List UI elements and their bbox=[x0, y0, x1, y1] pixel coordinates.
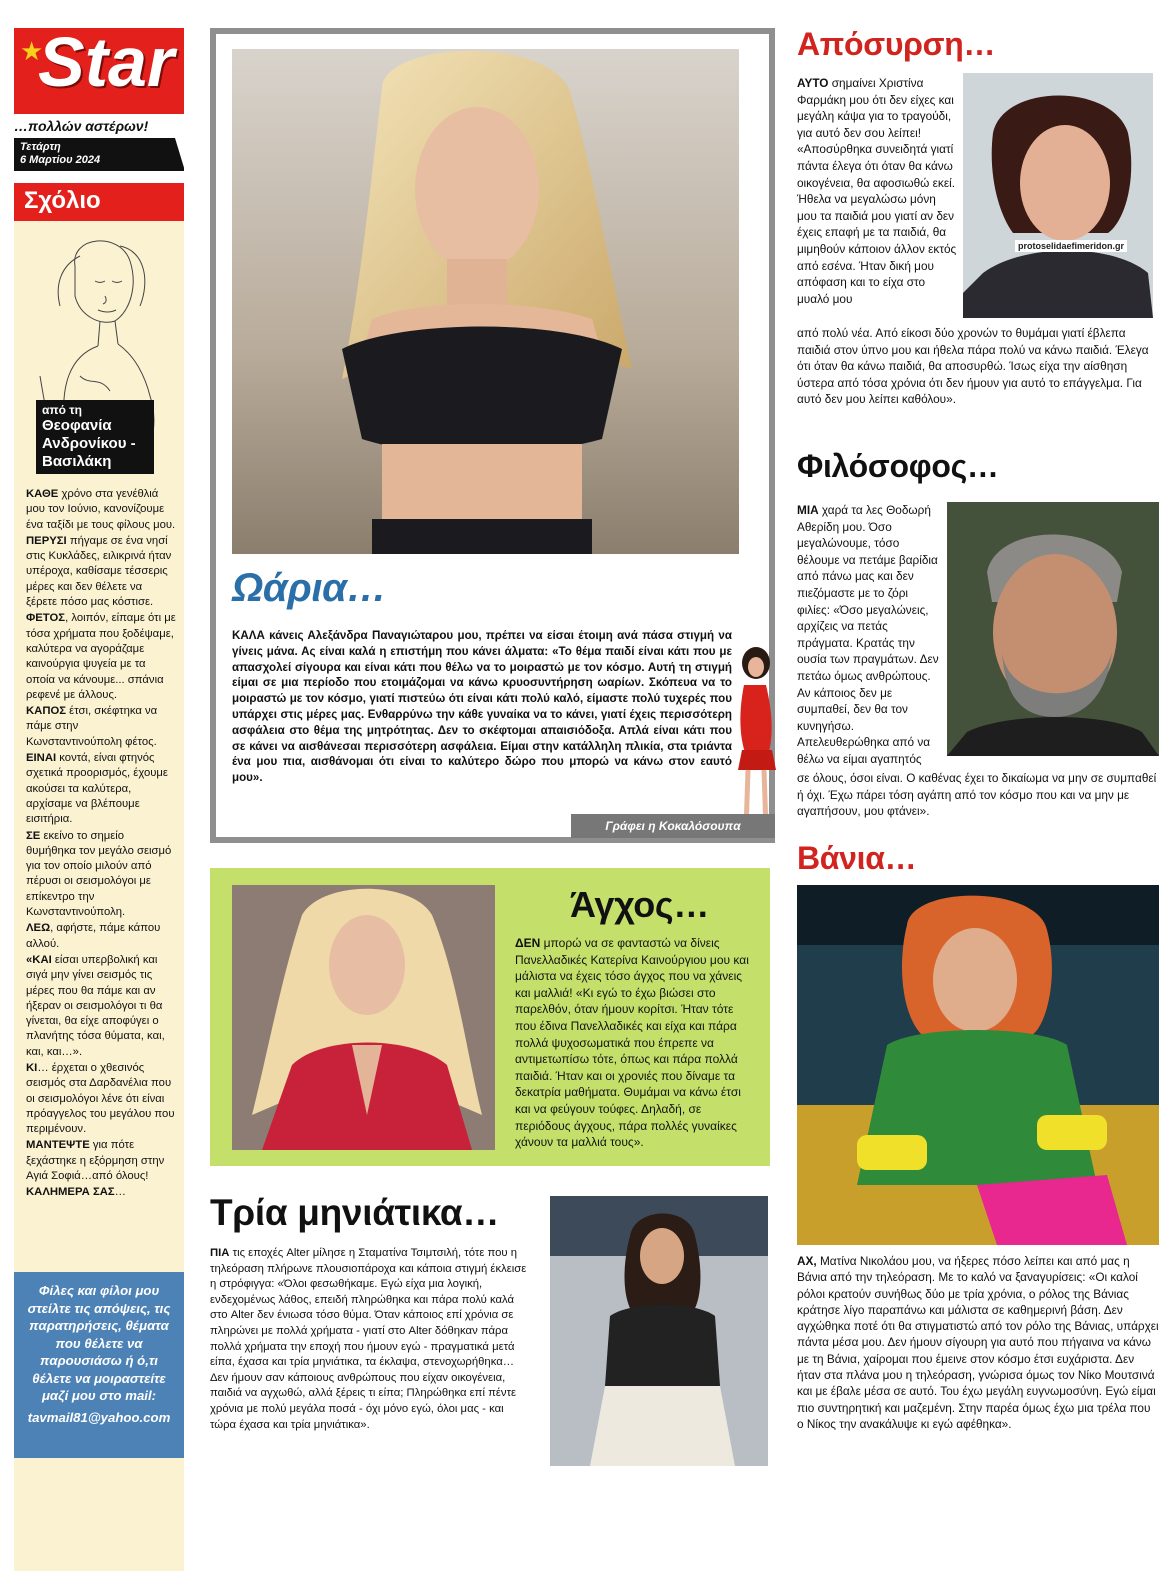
comment-paragraph bbox=[26, 704, 176, 750]
issue-day: Τετάρτη bbox=[20, 141, 61, 153]
comment-paragraph bbox=[26, 611, 176, 703]
vania-title: Βάνια… bbox=[797, 840, 917, 876]
vania-body: Ματίνα Νικολάου μου, να ήξερες πόσο λείπει και από μας η Βάνια από την τηλεόραση. Με το καλό να ξαναγυρίσεις: «Οι καλοί ρόλοι κρατούν συνήθως δύο με τρία χρόνια, ο ρόλος της Βάνιας κράτησε λίγο παραπάνω και μάλιστα σε καθημερινή βάση. Δεν αγχώθηκα ποτέ ότι θα στιγματιστώ από τον ρόλο της Βάνιας, υπάρχει πάντα μέσα μου. Δεν ήμουν σίγουρη για αυτό που πήγαινα να κάνω με τη Βάνια, χαίρομαι που έμεινε στον κόσμο έτσι ευχάριστα. Δεν ήταν στα πλάνα μου η τηλεόραση, γνώρισα όμως τον Νίκο Μουτσινά και με έβαλε μέσα σε αυτό. Του έχω μεγάλη ευγνωμοσύνη. Εγώ είμαι πιο συντηρητική και μαζεμένη. Στην παρέα όμως έχω μια τρέλα που ο Νίκος την ανακάλυψε κι εγώ αφέθηκα». bbox=[797, 1254, 1159, 1431]
comment-paragraph-body: … bbox=[114, 1186, 126, 1199]
comment-paragraph-body: είσαι υπερβολική και σιγά μην γίνει σεισμός τις μέρες που θα πάμε και αν ήξεραν οι σεισμολόγοι τι θα γίνεται, θα είχε αποφύγει ο πλανήτης τόσα θύματα, και, και, και…». bbox=[26, 953, 165, 1058]
star-logo bbox=[14, 23, 184, 114]
comment-paragraph-body: για πότε ξεχάστηκε η εξόρμηση στην Αγιά Σοφιά…από όλους! bbox=[26, 1139, 165, 1183]
comment-paragraph-body: έτσι, σκέφτηκα να πάμε στην Κωνσταντινούπολη φέτος. bbox=[26, 705, 158, 748]
agxos-title: Άγχος… bbox=[570, 884, 710, 925]
feature-text bbox=[232, 628, 732, 786]
mail-box-text: Φίλες και φίλοι μου στείλτε τις απόψεις, τις παρατηρήσεις, θέματα που θέλετε να παρουσιάσω ή ό,τι θέλετε να μοιραστείτε μαζί μου στο mail: bbox=[27, 1283, 171, 1403]
comment-paragraph-lead: ΦΕΤΟΣ bbox=[26, 612, 66, 625]
comment-paragraph-lead: «ΚΑΙ bbox=[26, 953, 52, 966]
issue-date: 6 Μαρτίου 2024 bbox=[20, 154, 101, 166]
filosofos-title: Φιλόσοφος… bbox=[797, 448, 999, 484]
section-label-comment: Σχόλιο bbox=[14, 183, 184, 221]
comment-paragraph bbox=[26, 534, 176, 610]
byline-name: Θεοφανία Ανδρονίκου - Βασιλάκη bbox=[42, 417, 136, 470]
vania-photo bbox=[797, 885, 1159, 1245]
date-bar bbox=[14, 138, 184, 171]
vania-text bbox=[797, 1253, 1159, 1432]
feature-body: κάνεις Αλεξάνδρα Παναγιώταρου μου, πρέπει να είσαι έτοιμη ανά πάσα στιγμή να γίνεις μάνα. Ας είναι καλά η επιστήμη που κάνει άλματα: «Το θέμα παιδί είναι κάτι που με απασχολεί σίγουρα και είναι κάτι που θέλω να το μοιραστώ με τον κόσμο. Αυτή τη στιγμή είμαι σε μια περίοδο που ετοιμάζομαι να κάνω κρυοσυντήρηση ωαρίων. Σκόπευα να το μοιραστώ με τον κόσμο, γιατί πιστεύω ότι είναι κάτι πολύ καλό, είμαστε πολύ τυχερές που υπάρχει στις μέρες μας. Ενθαρρύνω την κάθε γυναίκα να το κάνει, γιατί έχεις περισσότερη ασφάλεια στο θέμα της μητρότητας. Δεν το σκέφτομαι απαισιόδοξα. Απλά είναι κάτι που σε κάνει να αισθάνεσαι περισσότερη ασφάλεια. Είμαι στην κατάλληλη πλικία, στα τριάντα ένα μου πια, αισθάνομαι ότι είναι το καλύτερο δώρο που μπορώ να κάνω στον εαυτό μου». bbox=[232, 629, 732, 785]
comment-paragraph-lead: ΚΑΠΟΣ bbox=[26, 705, 67, 718]
tria-body: τις εποχές Alter μίλησε η Σταματίνα Τσιμτσιλή, τότε που η τηλεόραση πλήρωνε πλουσιοπάροχα και κάποια στιγμή έκλεισε η στρόφιγγα: «Όλοι φεσωθήκαμε. Εγώ είχα μια λογική, ενδεχομένως λάθος, επειδή πληρώθηκα και πάρα πολύ καλά στο Alter δεν ένιωσα τόσο θύμα. Όταν κάποιος επί χρόνια σε πληρώνει με πολλά χρήματα - γιατί στο Alter δόθηκαν πάρα πολλά χρήματα την εποχή που ήμουν εγώ - πραγματικά μετά είπα, έχασα και τρία μηνιάτικα, τα έκλαψα, στενοχωρήθηκα… Δεν ήμουν σαν κάποιους ανθρώπους που είχαν οικογένεια, παιδιά να αγχωθώ, αλλά ξέρεις τι είπα; Πληρώθηκα επί πέντε χρόνια με πολύ μεγάλα ποσά - όχι μόνο εγώ, όλοι μας - και τώρα έχασα και τρία μηνιάτικα». bbox=[210, 1247, 527, 1431]
comment-paragraph-body: κοντά, είναι φτηνός σχετικά προορισμός, έχουμε ακούσει τα καλύτερα, αρχίσαμε να βλέπουμε εισιτήρια. bbox=[26, 752, 168, 826]
tria-text bbox=[210, 1246, 530, 1433]
filosofos-body-b: σε όλους, όσοι είναι. Ο καθένας έχει το δικαίωμα να μην σε συμπαθεί ή όχι. Έχω πάρει τόση αγάπη από τον κόσμο που και να μην με αγαπήσουν, μου φτάνει». bbox=[797, 771, 1157, 819]
comment-paragraph-body: πήγαμε σε ένα νησί στις Κυκλάδες, ειλικρινά ήταν υπέροχα, καθίσαμε τέσσερις μέρες και δεν θέλετε να ξέρετε πόσο μας κόστισε. bbox=[26, 534, 172, 609]
comment-paragraph bbox=[26, 1185, 176, 1200]
agxos-body: μπορώ να σε φανταστώ να δίνεις Πανελλαδικές Κατερίνα Καινούργιου μου και μάλιστα να έχεις τόσο άγχος που να χάνεις και μαλλιά! «Κι εγώ το έχω βιώσει στο παρελθόν, όταν ήμουν κορίτσι. Ήταν τότε που έδινα Πανελλαδικές και είχα και πάρα πολλά ψυχοσωματικά που έπρεπε να αντιμετωπίσω τότε, όπως και πάρα πολλά παιδιά. Ήταν και οι χρονιές που δίναμε τα δεκατρία μαθήματα. Θυμάμαι να κάνω έτσι και να φεύγουν τούφες. Δηλαδή, σε περιόδους άγχους, πάρα πολλές γυναίκες χάνουν τα μαλλιά τους». bbox=[515, 936, 749, 1150]
tria-title: Τρία μηνιάτικα… bbox=[210, 1192, 500, 1233]
star-icon: ★ bbox=[20, 36, 44, 66]
comment-paragraph-body: χρόνο στα γενέθλιά μου τον Ιούνιο, κανονίζουμε ένα ταξίδι με τους φίλους μου. bbox=[26, 488, 176, 531]
comment-paragraph-lead: ΚΑΘΕ bbox=[26, 488, 59, 500]
aposyrsh-body-a: σημαίνει Χριστίνα Φαρμάκη μου ότι δεν είχες και μεγάλη κάψα για το τραγούδι, για αυτό δεν σου λείπει! «Αποσύρθηκα συνειδητά γιατί πάντα έλεγα ότι όταν θα κάνω οικογένεια, θα αφοσιωθώ εκεί. Ήθελα να μεγαλώσω μόνη μου τα παιδιά μου γιατί αν δεν έχεις επαφή με τα παιδιά, θα μιμηθούν κάποιον άλλον εκτός από εσένα. Ήταν δική μου απόφαση και το είχα στο μυαλό μου bbox=[797, 76, 957, 306]
comment-paragraph bbox=[26, 751, 176, 827]
comment-paragraph bbox=[26, 1138, 176, 1184]
filosofos-lead: ΜΙΑ bbox=[797, 503, 819, 517]
comment-paragraph bbox=[26, 953, 176, 1060]
comment-paragraph-lead: ΣΕ bbox=[26, 829, 41, 842]
aposyrsh-text-wrap bbox=[797, 75, 957, 307]
aposyrsh-title: Απόσυρση… bbox=[797, 26, 996, 62]
comment-paragraph bbox=[26, 1061, 176, 1137]
byline-prefix: από τη bbox=[42, 403, 82, 417]
comment-paragraph-lead: ΜΑΝΤΕΨΤΕ bbox=[26, 1139, 90, 1152]
mail-address-link[interactable]: tavmail81@yahoo.com bbox=[27, 1409, 171, 1425]
author-byline bbox=[36, 400, 154, 474]
feature-lead: ΚΑΛΑ bbox=[232, 629, 265, 642]
comment-paragraph-body: , αφήστε, πάμε κάπου αλλού. bbox=[26, 922, 161, 950]
comment-paragraph bbox=[26, 921, 176, 952]
tria-photo bbox=[550, 1196, 768, 1466]
comment-paragraph-body: εκείνο το σημείο θυμήθηκα τον μεγάλο σεισμό για τον οποίο μιλούν από πέρυσι οι σεισμολόγοι με επίκεντρο την Κωνσταντινούπολη. bbox=[26, 829, 172, 919]
aposyrsh-body-b: από πολύ νέα. Από είκοσι δύο χρονών το θυμάμαι γιατί έβλεπα παιδιά στον ύπνο μου και ήθελα πάρα πολύ να κάνω παιδιά. Έλεγα ότι όταν θα κάνω παιδιά, θα αποσυρθώ. Ίσως είχα την αίσθηση ύστερα από τόσα χρόνια ότι δεν ήμουν για αυτό το επάγγελμα. Για αυτό δεν μου λείπει καθόλου». bbox=[797, 326, 1149, 407]
comment-paragraph-body: , λοιπόν, είπαμε ότι με τόσα χρήματα που ξοδέψαμε, καλύτερα να αγοράζαμε καινούργια ψυγεία με τα οποία να κάνουμε... σπάνια ρεφενέ με άλλους. bbox=[26, 612, 176, 701]
agxos-photo bbox=[232, 885, 495, 1150]
comment-paragraph-lead: ΚΙ bbox=[26, 1061, 38, 1074]
aposyrsh-photo bbox=[963, 73, 1153, 318]
vania-lead: ΑΧ, bbox=[797, 1254, 817, 1268]
filosofos-body-a: χαρά τα λες Θοδωρή Αθερίδη μου. Όσο μεγαλώνουμε, τόσο θέλουμε να πετάμε βαρίδια από πάνω μας και δεν πιεζόμαστε με το ζόρι φιλίες: «Όσο μεγαλώνεις, αρχίζεις να πετάς πράγματα. Κρατάς την ουσία των πραγμάτων. Δεν πετάω όμως ανθρώπους. Αν κάποιος δεν με συμπαθεί, δεν θα τον κυνηγήσω. Απελευθερώθηκα από να θέλω να είμαι αγαπητός bbox=[797, 503, 939, 766]
comment-paragraph-body: … έρχεται ο χθεσινός σεισμός στα Δαρδανέλια που οι σεισμολόγοι λένε ότι είναι πρόαγγελος του μεγάλου που περιμένουν. bbox=[26, 1061, 175, 1136]
filosofos-text-wrap bbox=[797, 502, 940, 768]
agxos-text bbox=[515, 935, 757, 1151]
aposyrsh-lead: ΑΥΤΟ bbox=[797, 76, 829, 90]
filosofos-photo bbox=[947, 502, 1159, 756]
tria-lead: ΠΙΑ bbox=[210, 1247, 230, 1259]
comment-text bbox=[26, 487, 176, 1202]
comment-paragraph bbox=[26, 829, 176, 921]
agxos-lead: ΔΕΝ bbox=[515, 936, 541, 950]
feature-photo bbox=[232, 49, 739, 554]
watermark: protoselidaefimeridon.gr bbox=[1015, 240, 1127, 252]
comment-paragraph bbox=[26, 487, 176, 533]
logo-text: Star bbox=[38, 23, 175, 101]
comment-paragraph-lead: ΛΕΩ bbox=[26, 922, 51, 935]
mail-box bbox=[14, 1272, 184, 1458]
comment-paragraph-lead: ΠΕΡΥΣΙ bbox=[26, 534, 67, 547]
tagline: …πολλών αστέρων! bbox=[14, 118, 149, 134]
comment-paragraph-lead: ΚΑΛΗΜΕΡΑ ΣΑΣ bbox=[26, 1186, 115, 1199]
feature-credit: Γράφει η Κοκαλόσουπα bbox=[571, 814, 775, 838]
comment-paragraph-lead: ΕΙΝΑΙ bbox=[26, 752, 57, 765]
feature-title: Ωάρια… bbox=[232, 566, 387, 610]
